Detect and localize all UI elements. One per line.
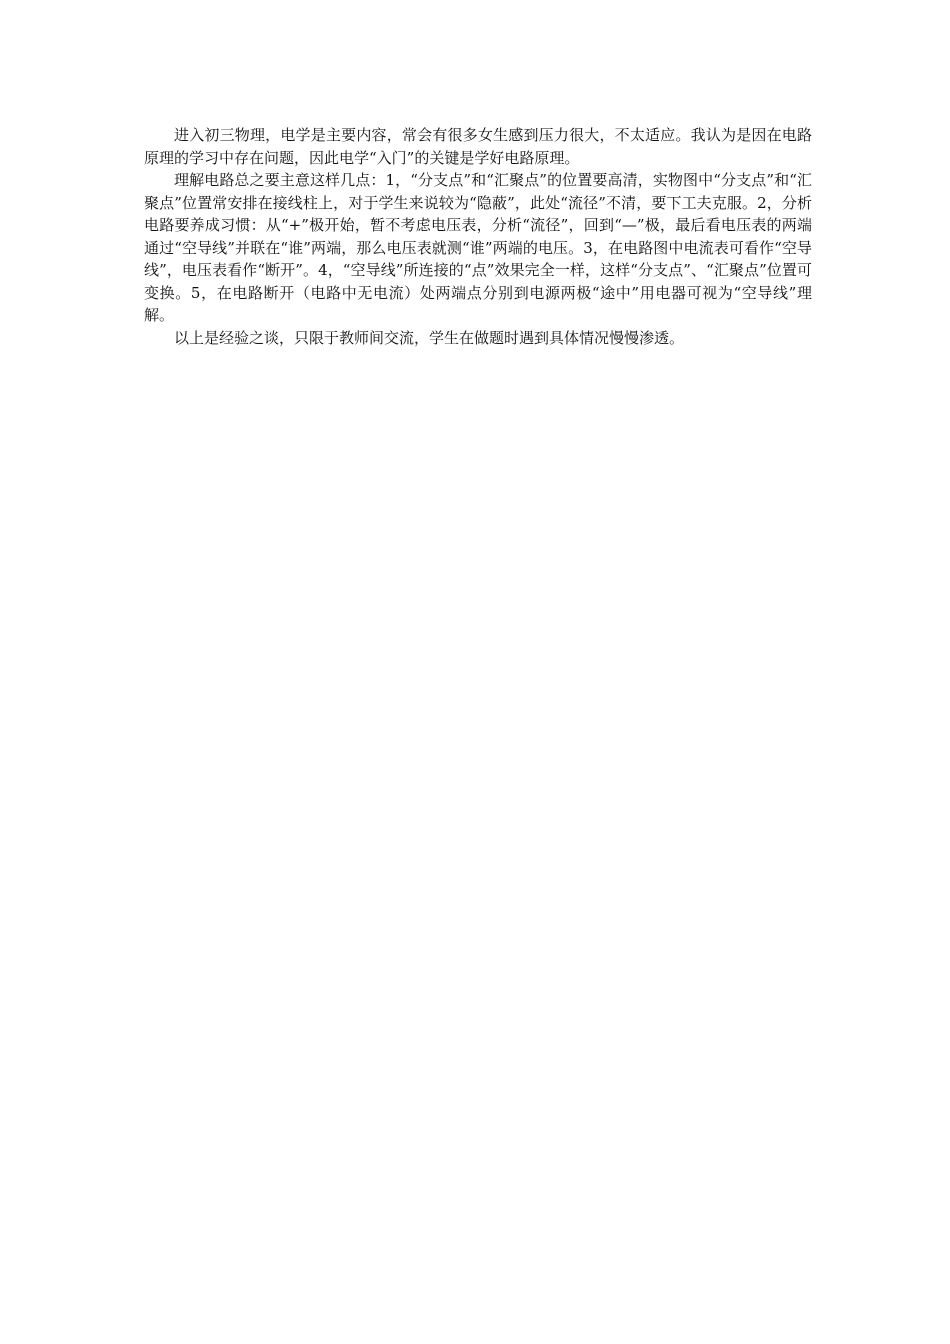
document-body xyxy=(144,124,812,349)
paragraph-circuit-tips: 理解电路总之要主意这样几点：1，“分支点”和“汇聚点”的位置要高清，实物图中“分支点”和“汇聚点”位置常安排在接线柱上，对于学生来说较为“隐蔽”，此处“流径”不清，要下工夫克服。2，分析电路要养成习惯：从“+”极开始，暂不考虑电压表，分析“流径”，回到“—”极，最后看电压表的两端通过“空导线”并联在“谁”两端，那么电压表就测“谁”两端的电压。3，在电路图中电流表可看作“空导线”，电压表看作“断开”。4，“空导线”所连接的“点”效果完全一样，这样“分支点”、“汇聚点”位置可变换。5，在电路断开（电路中无电流）处两端点分别到电源两极“途中”用电器可视为“空导线”理解。 xyxy=(144,171,812,324)
paragraph-closing: 以上是经验之谈，只限于教师间交流，学生在做题时遇到具体情况慢慢渗透。 xyxy=(174,328,685,347)
paragraph-intro: 进入初三物理，电学是主要内容，常会有很多女生感到压力很大，不太适应。我认为是因在电路原理的学习中存在问题，因此电学“入门”的关键是学好电路原理。 xyxy=(144,126,812,167)
